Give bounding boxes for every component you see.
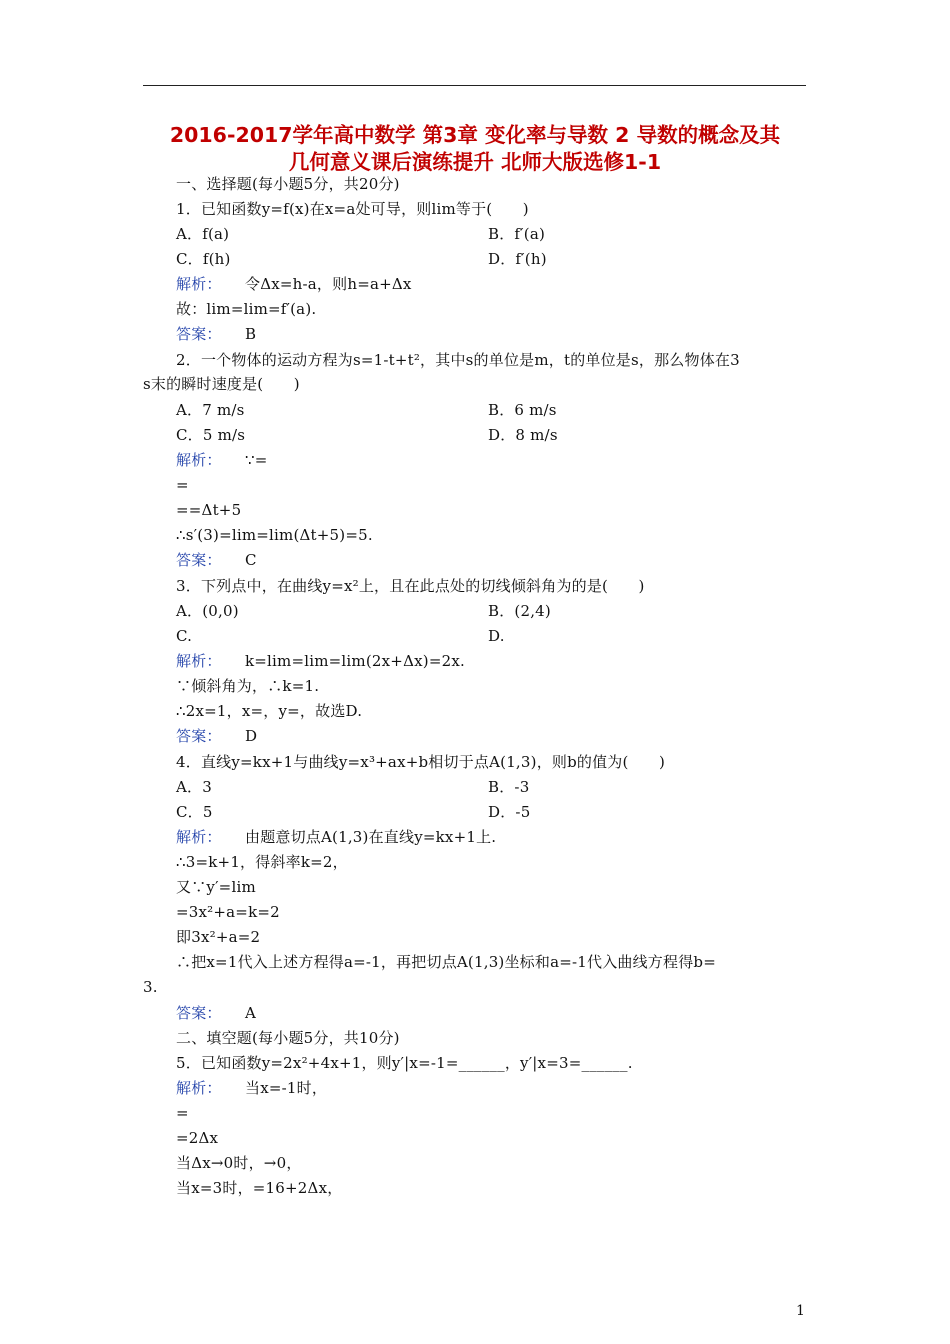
question-2-continued: s末的瞬时速度是( ) <box>143 375 300 393</box>
option-c: C．f(h) <box>176 250 231 268</box>
analysis-text: 当x=-1时， <box>245 1079 328 1097</box>
page-number: 1 <box>796 1303 805 1319</box>
question-5: 5．已知函数y=2x²+4x+1，则y′|x=-1=______，y′|x=3=______. <box>176 1054 633 1072</box>
analysis-text: 又∵y′=lim <box>176 878 256 896</box>
analysis-label: 解析： <box>176 652 222 670</box>
answer-label: 答案： <box>176 1004 222 1022</box>
analysis-text: =3x²+a=k=2 <box>176 903 280 921</box>
option-a: A．f(a) <box>176 225 230 243</box>
option-b: B．6 m/s <box>488 401 557 419</box>
option-d: D. <box>488 627 505 645</box>
analysis-text: ==Δt+5 <box>176 501 242 519</box>
analysis-text: 令Δx=h-a，则h=a+Δx <box>245 275 412 293</box>
option-c: C. <box>176 627 193 645</box>
answer-label: 答案： <box>176 727 222 745</box>
option-d: D．f′(h) <box>488 250 547 268</box>
question-1: 1．已知函数y=f(x)在x=a处可导，则lim等于( ) <box>176 200 529 218</box>
document-title-line-2: 几何意义课后演练提升 北师大版选修1-1 <box>288 150 662 174</box>
analysis-text: ∴把x=1代入上述方程得a=-1，再把切点A(1,3)坐标和a=-1代入曲线方程得b= <box>176 953 716 971</box>
answer-value: A <box>245 1004 257 1022</box>
section-heading-fill: 二、填空题(每小题5分，共10分) <box>176 1029 400 1047</box>
question-3: 3．下列点中，在曲线y=x²上，且在此点处的切线倾斜角为的是( ) <box>176 577 645 595</box>
analysis-text-continued: 3. <box>143 978 158 996</box>
analysis-text: =2Δx <box>176 1129 219 1147</box>
analysis-text: ∵倾斜角为，∴k=1. <box>176 677 320 695</box>
question-2: 2．一个物体的运动方程为s=1-t+t²，其中s的单位是m，t的单位是s，那么物体在3 <box>176 351 740 369</box>
analysis-text: 当Δx→0时，→0， <box>176 1154 302 1172</box>
answer-value: D <box>245 727 258 745</box>
analysis-text: = <box>176 476 189 494</box>
analysis-text: 由题意切点A(1,3)在直线y=kx+1上. <box>245 828 497 846</box>
option-b: B．(2,4) <box>488 602 551 620</box>
option-b: B．f′(a) <box>488 225 546 243</box>
option-a: A．3 <box>176 778 212 796</box>
question-4: 4．直线y=kx+1与曲线y=x³+ax+b相切于点A(1,3)，则b的值为( ) <box>176 753 666 771</box>
option-c: C．5 m/s <box>176 426 246 444</box>
option-d: D．-5 <box>488 803 531 821</box>
option-c: C．5 <box>176 803 213 821</box>
analysis-text: k=lim=lim=lim(2x+Δx)=2x. <box>245 652 465 670</box>
analysis-text: 故：lim=lim=f′(a). <box>176 300 317 318</box>
analysis-label: 解析： <box>176 451 222 469</box>
document-title-line-1: 2016-2017学年高中数学 第3章 变化率与导数 2 导数的概念及其 <box>169 123 781 147</box>
analysis-text: ∴2x=1，x=，y=，故选D. <box>176 702 363 720</box>
analysis-label: 解析： <box>176 275 222 293</box>
analysis-text: = <box>176 1104 189 1122</box>
answer-value: B <box>245 325 257 343</box>
section-heading-choice: 一、选择题(每小题5分，共20分) <box>176 175 400 193</box>
answer-label: 答案： <box>176 551 222 569</box>
analysis-text: 当x=3时，=16+2Δx， <box>176 1179 343 1197</box>
answer-label: 答案： <box>176 325 222 343</box>
answer-value: C <box>245 551 257 569</box>
analysis-text: ∵= <box>245 451 268 469</box>
option-a: A．7 m/s <box>176 401 245 419</box>
analysis-label: 解析： <box>176 1079 222 1097</box>
analysis-label: 解析： <box>176 828 222 846</box>
option-d: D．8 m/s <box>488 426 558 444</box>
header-rule <box>143 85 806 86</box>
analysis-text: ∴3=k+1，得斜率k=2， <box>176 853 348 871</box>
option-a: A．(0,0) <box>176 602 239 620</box>
analysis-text: 即3x²+a=2 <box>176 928 261 946</box>
option-b: B．-3 <box>488 778 530 796</box>
analysis-text: ∴s′(3)=lim=lim(Δt+5)=5. <box>176 526 373 544</box>
